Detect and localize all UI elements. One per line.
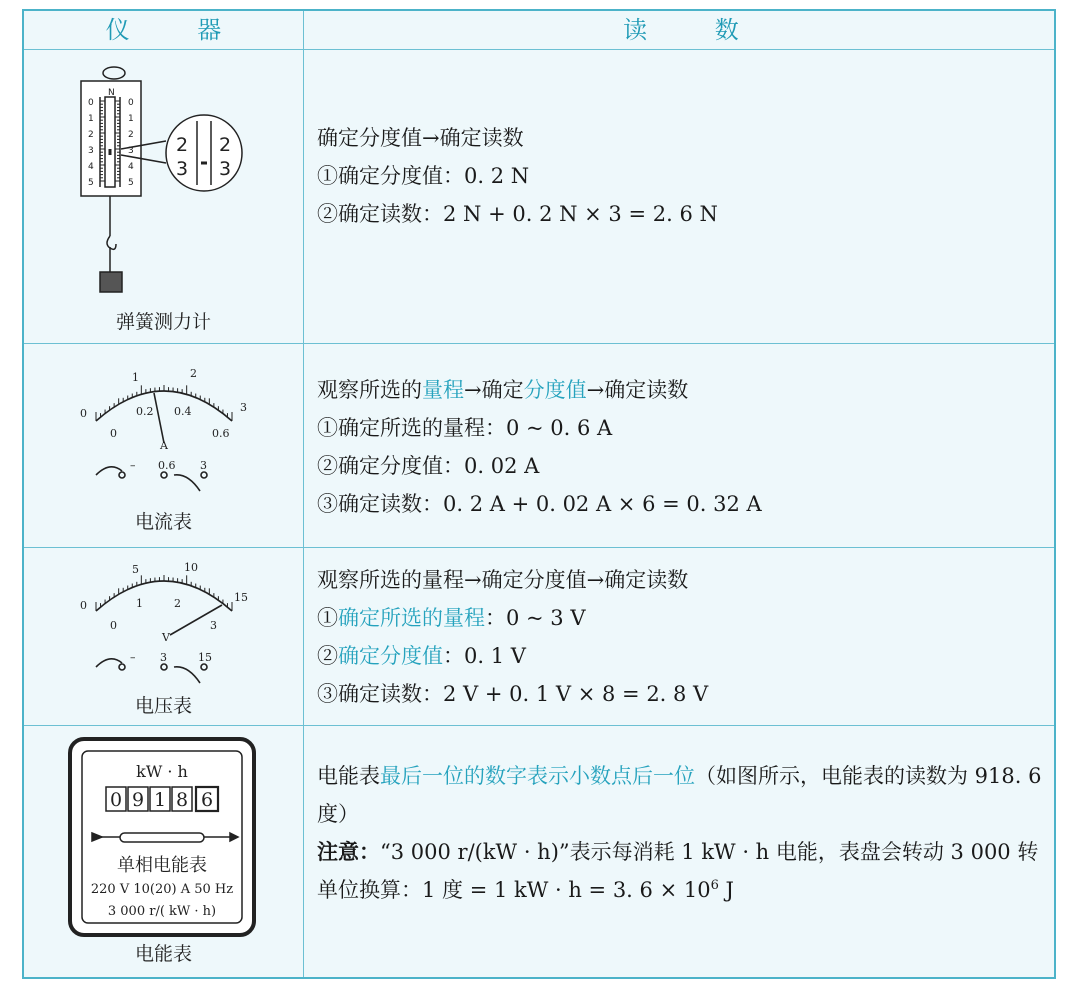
- dial-label: 0: [110, 427, 117, 440]
- dial-arc: [96, 581, 232, 611]
- row-divider: [24, 49, 1054, 50]
- scale-label: 3: [88, 146, 94, 156]
- scale-label: 2: [128, 130, 134, 140]
- caption-ammeter: 电流表: [134, 511, 192, 533]
- reading-spring-scale: [317, 119, 1052, 233]
- dial-arc: [96, 391, 232, 421]
- dial-label: 10: [184, 561, 198, 574]
- dial-label: 15: [234, 591, 248, 604]
- terminal-label: –: [130, 651, 136, 664]
- terminal-label: 3: [160, 651, 167, 664]
- unit-label: N: [108, 88, 115, 98]
- dial-label: 0: [80, 599, 87, 612]
- terminal-label: 3: [200, 459, 207, 472]
- meter-spec: 3 000 r/( kW · h): [107, 904, 217, 919]
- caption-energy-meter: 电能表: [134, 943, 192, 965]
- dial-label: 0.6: [212, 427, 230, 440]
- reading-energy-meter: [317, 757, 1052, 909]
- terminal-label: 15: [198, 651, 212, 664]
- dial-label: 0.2: [136, 405, 154, 418]
- dial-label: 0.4: [174, 405, 192, 418]
- dial-unit: V: [162, 631, 170, 644]
- zoom-label: 2: [176, 134, 189, 156]
- dial-label: 1: [136, 597, 143, 610]
- reading-line: ③确定读数：2 V + 0. 1 V × 8 = 2. 8 V: [317, 682, 709, 706]
- terminal-label: –: [130, 459, 136, 472]
- reading-line: 观察所选的量程→确定分度值→确定读数: [317, 568, 689, 592]
- reading-line: ②确定读数：2 N + 0. 2 N × 3 = 2. 6 N: [317, 202, 718, 226]
- meter-digit: 0: [109, 789, 123, 811]
- header-instrument: 仪 器: [105, 16, 252, 44]
- meter-digit: 9: [131, 789, 145, 811]
- weight-block: [100, 272, 122, 292]
- scale-label: 0: [128, 98, 134, 108]
- dial-unit: A: [160, 439, 168, 452]
- reading-line: ③确定读数：0. 2 A + 0. 02 A × 6 = 0. 32 A: [317, 492, 762, 516]
- zoom-label: 3: [219, 158, 232, 180]
- row-divider: [24, 547, 1054, 548]
- reading-ammeter: [317, 371, 1052, 523]
- meter-digit: 1: [153, 789, 167, 811]
- pointer-icon: [154, 393, 164, 443]
- meter-digit: 6: [200, 789, 214, 811]
- row-divider: [24, 343, 1054, 344]
- energy-meter-note: 注意：“3 000 r/(kW · h)”表示每消耗 1 kW · h 电能，表盘会转动 3 000 转: [317, 839, 1039, 864]
- energy-meter-description: 电能表最后一位的数字表示小数点后一位（如图所示，电能表的读数为 918. 6 度）: [317, 764, 1042, 826]
- reading-line: ①确定所选的量程：0 ~ 0. 6 A: [317, 416, 613, 440]
- dial-label: 1: [132, 371, 139, 384]
- scale-label: 4: [88, 162, 94, 172]
- scale-label: 4: [128, 162, 134, 172]
- unit-conversion: 单位换算：1 度 = 1 kW · h = 3. $6 \times 10^6$ J: [317, 878, 734, 902]
- dial-label: 2: [174, 597, 181, 610]
- scale-label: 2: [88, 130, 94, 140]
- scale-label: 5: [128, 178, 134, 188]
- spring-scale-figure: [24, 51, 303, 341]
- reading-line: ②确定分度值：0. 02 A: [317, 454, 540, 478]
- dial-label: 3: [210, 619, 217, 632]
- meter-digit: 8: [175, 789, 189, 811]
- scale-label: 5: [88, 178, 94, 188]
- dial-label: 0: [110, 619, 117, 632]
- reading-line: ①确定分度值：0. 2 N: [317, 164, 530, 188]
- reading-line: 观察所选的量程→确定分度值→确定读数: [317, 378, 689, 402]
- reading-voltmeter: [317, 561, 1052, 713]
- instrument-reading-table: [22, 9, 1056, 979]
- zoom-label: 3: [176, 158, 189, 180]
- reading-line: 确定分度值→确定读数: [317, 126, 524, 150]
- zoom-label: 2: [219, 134, 232, 156]
- dial-label: 2: [190, 367, 197, 380]
- row-divider: [24, 725, 1054, 726]
- scale-label: 3: [128, 146, 134, 156]
- caption-spring-scale: 弹簧测力计: [115, 311, 211, 333]
- reading-line: ①确定所选的量程：0 ~ 3 V: [317, 606, 586, 630]
- dial-label: 0: [80, 407, 87, 420]
- reading-line: ②确定分度值：0. 1 V: [317, 644, 526, 668]
- dial-label: 5: [132, 563, 139, 576]
- meter-spec: 220 V 10(20) A 50 Hz: [90, 882, 234, 897]
- scale-label: 1: [128, 114, 134, 124]
- scale-label: 1: [88, 114, 94, 124]
- meter-name: 单相电能表: [117, 855, 207, 876]
- ring-icon: [103, 67, 125, 79]
- scale-label: 0: [88, 98, 94, 108]
- dial-label: 3: [240, 401, 247, 414]
- caption-voltmeter: 电压表: [134, 695, 192, 717]
- terminal-label: 0.6: [158, 459, 176, 472]
- column-divider: [303, 11, 304, 977]
- meter-unit: kW · h: [136, 762, 188, 781]
- header-reading: 读 数: [623, 16, 769, 44]
